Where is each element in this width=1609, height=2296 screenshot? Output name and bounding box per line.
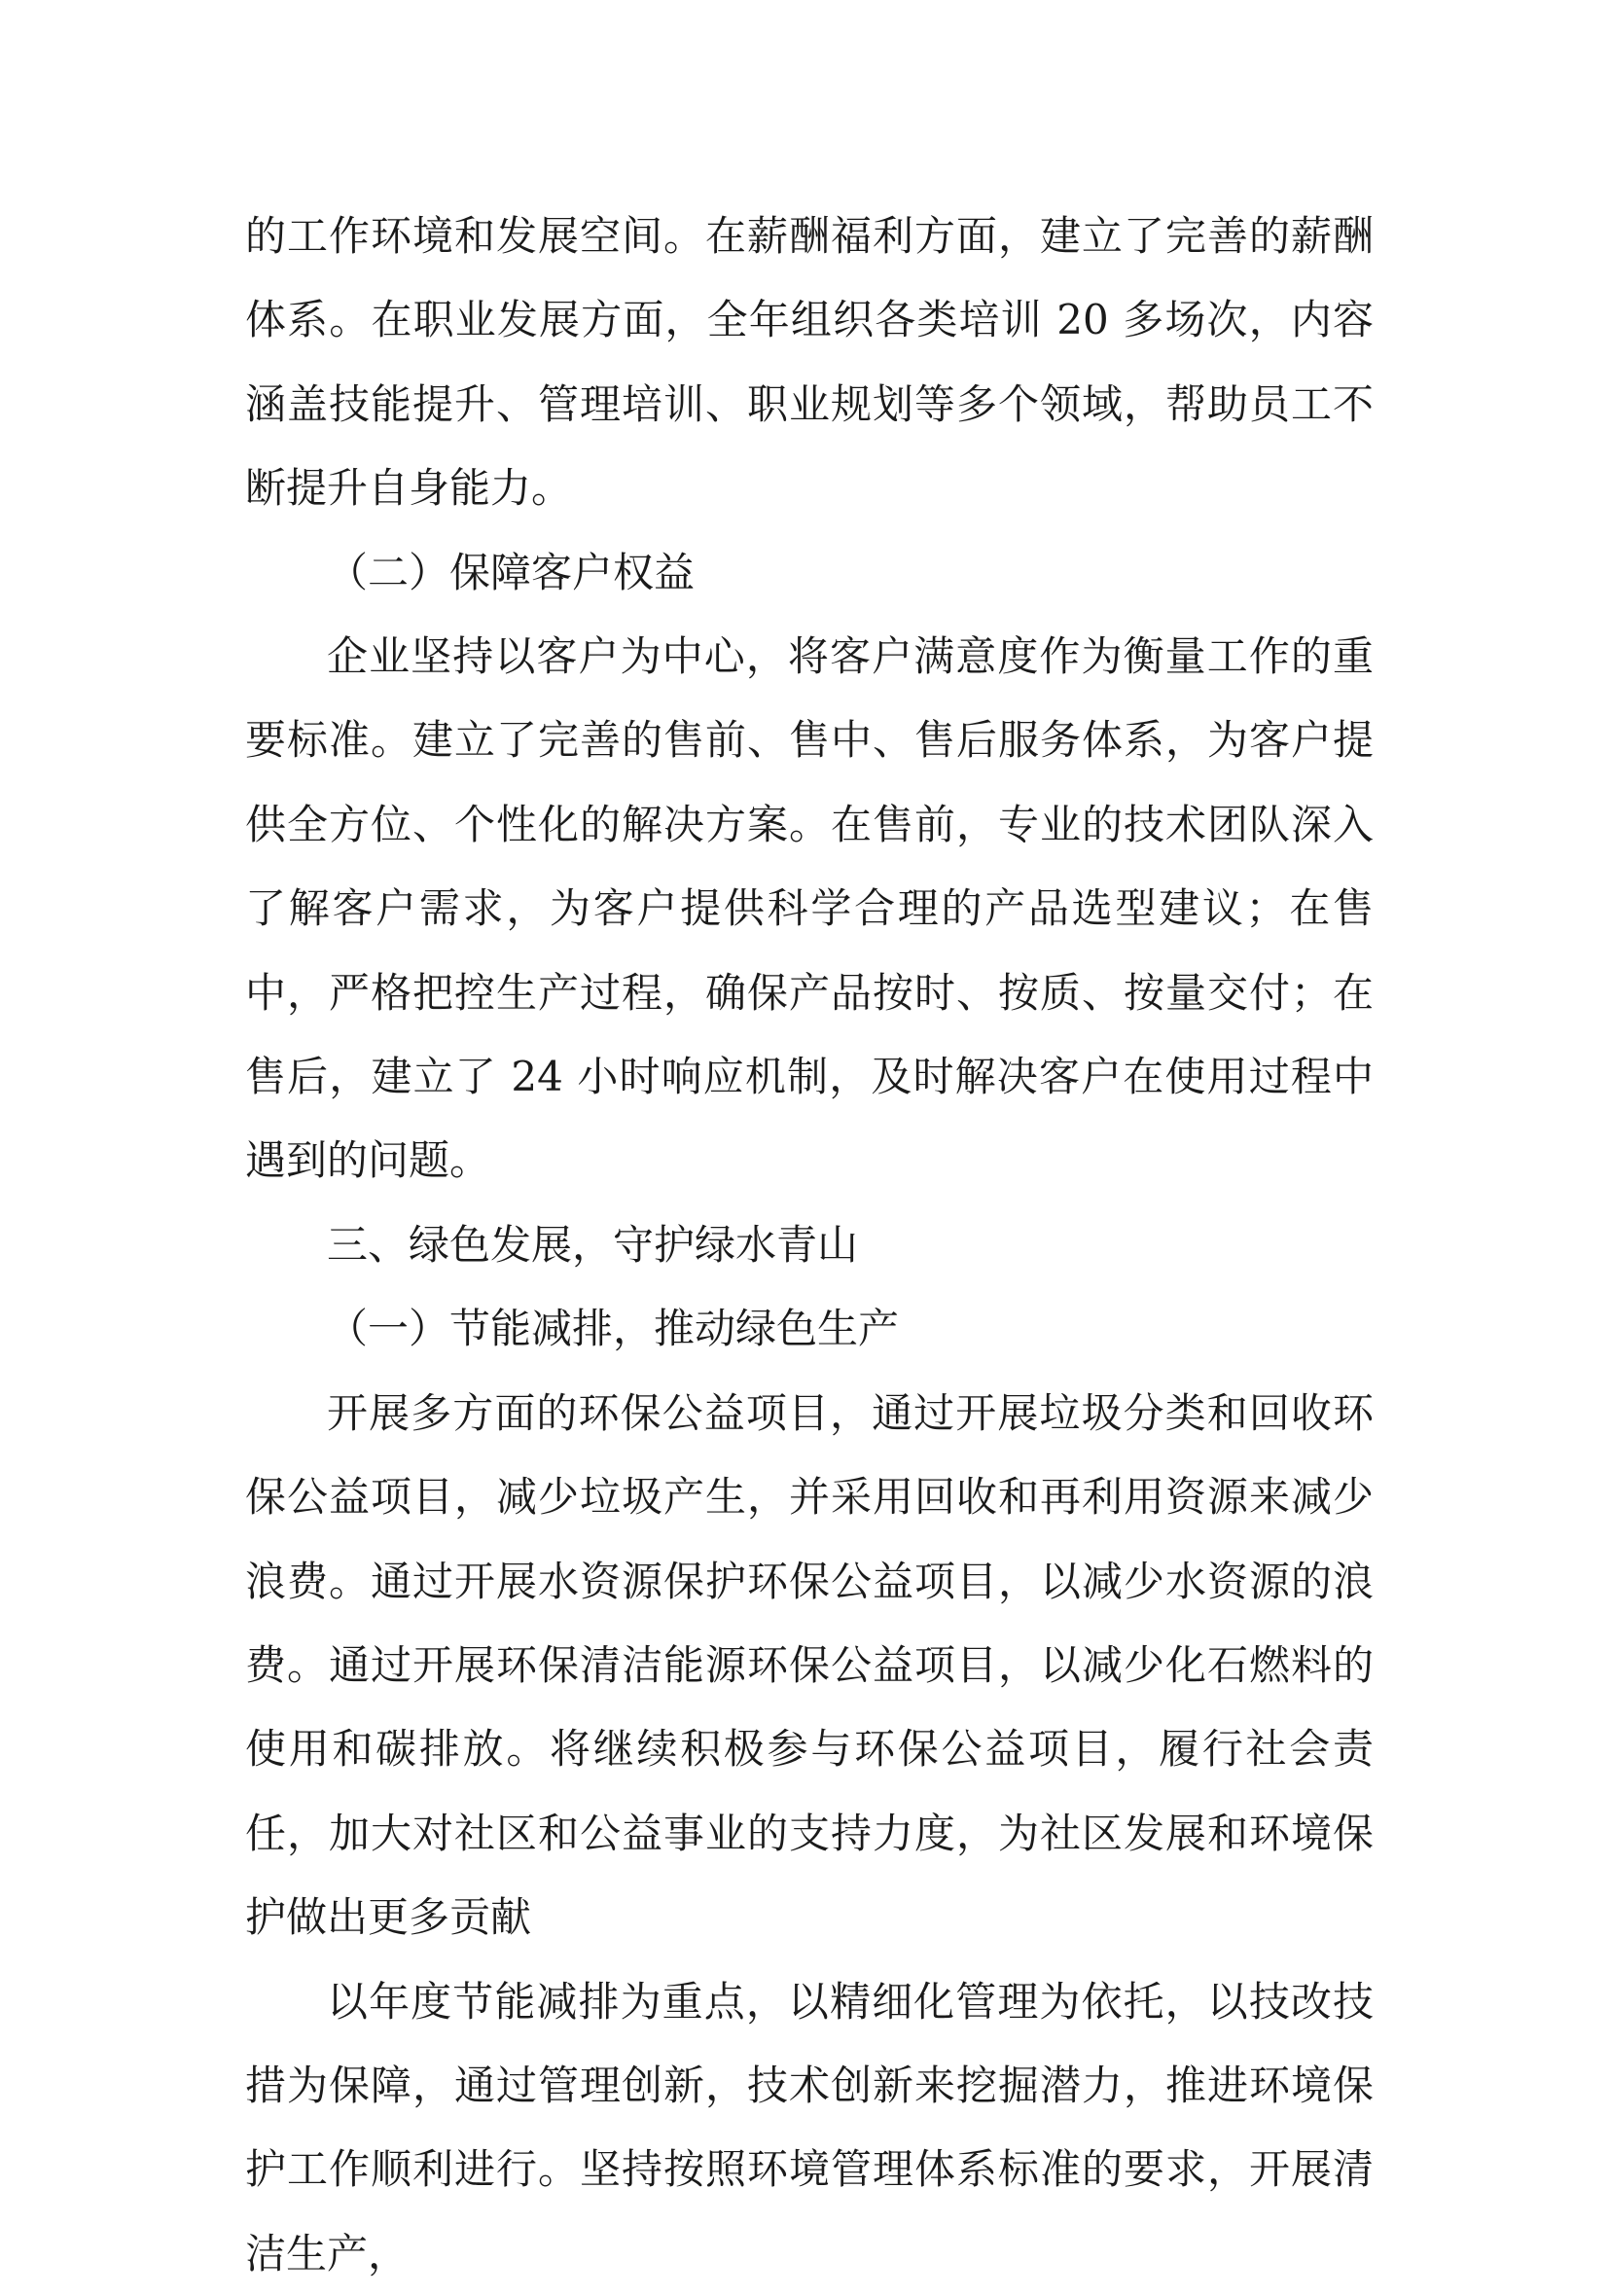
paragraph-employee-development: 的工作环境和发展空间。在薪酬福利方面，建立了完善的薪酬体系。在职业发展方面，全年组织各类培训 20 多场次，内容涵盖技能提升、管理培训、职业规划等多个领域，帮助员工不断提升自身能力。 [245, 212, 1374, 513]
paragraph-environmental-projects: 开展多方面的环保公益项目，通过开展垃圾分类和回收环保公益项目，减少垃圾产生，并采用回收和再利用资源来减少浪费。通过开展水资源保护环保公益项目，以减少水资源的浪费。通过开展环保清洁能源环保公益项目，以减少化石燃料的使用和碳排放。将继续积极参与环保公益项目，履行社会责任，加大对社区和公益事业的支持力度，为社区发展和环境保护做出更多贡献 [245, 1388, 1374, 1942]
paragraph-annual-energy-saving: 以年度节能减排为重点，以精细化管理为依托，以技改技措为保障，通过管理创新，技术创新来挖掘潜力，推进环境保护工作顺利进行。坚持按照环境管理体系标准的要求，开展清洁生产， [245, 1977, 1374, 2278]
heading-green-development: 三、绿色发展，守护绿水青山 [327, 1220, 859, 1269]
paragraph-customer-service: 企业坚持以客户为中心，将客户满意度作为衡量工作的重要标准。建立了完善的售前、售中、售后服务体系，为客户提供全方位、个性化的解决方案。在售前，专业的技术团队深入了解客户需求，为客户提供科学合理的产品选型建议；在售中，严格把控生产过程，确保产品按时、按质、按量交付；在售后，建立了 24 小时响应机制，及时解决客户在使用过程中遇到的问题。 [245, 632, 1374, 1185]
document-body [245, 195, 1374, 2296]
heading-customer-rights: （二）保障客户权益 [327, 548, 696, 596]
heading-energy-saving: （一）节能减排，推动绿色生产 [327, 1305, 900, 1353]
